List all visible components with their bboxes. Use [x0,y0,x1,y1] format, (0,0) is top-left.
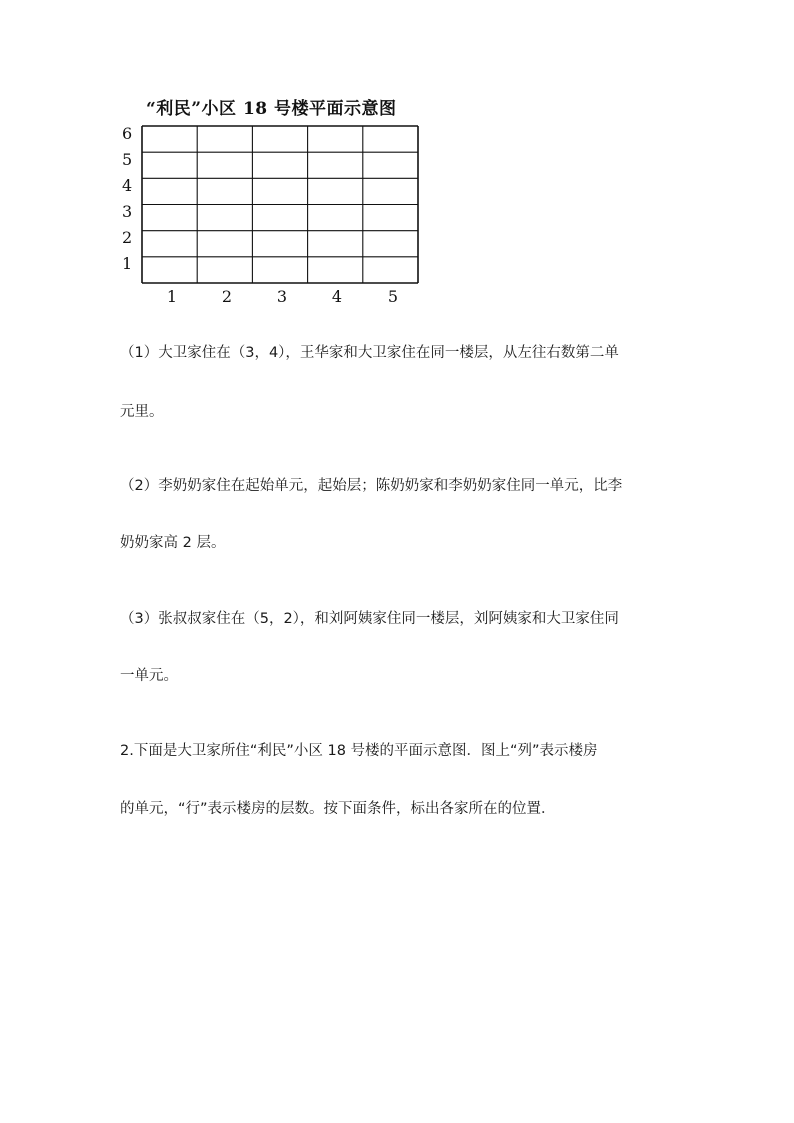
col-label-1: 1 [166,287,178,306]
row-label-2: 2 [122,228,133,247]
col-label-4: 4 [331,287,343,306]
col-label-5: 5 [387,287,399,306]
floor-plan-grid [110,88,440,318]
col-label-2: 2 [221,287,233,306]
row-label-4: 4 [122,176,133,195]
row-label-5: 5 [122,150,133,169]
problem-2-line-1: 2.下面是大卫家所住“利民”小区 18 号楼的平面示意图．图上“列”表示楼房 [120,743,598,759]
row-label-1: 1 [122,254,133,273]
row-labels [122,124,132,273]
col-label-3: 3 [276,287,288,306]
question-2-line-2: 奶奶家高 2 层。 [120,535,226,551]
diagram-title: “利民”小区 18 号楼平面示意图 [146,99,397,119]
question-3-line-1: （3）张叔叔家住在（5，2），和刘阿姨家住同一楼层，刘阿姨家和大卫家住同 [120,611,619,627]
row-label-6: 6 [122,124,133,143]
question-2-line-1: （2）李奶奶家住在起始单元，起始层；陈奶奶家和李奶奶家住同一单元，比李 [120,478,623,494]
question-1-line-2: 元里。 [120,404,164,420]
question-3-line-2: 一单元。 [120,668,178,684]
grid-lines [142,126,418,283]
row-label-3: 3 [122,202,133,221]
problem-2-line-2: 的单元，“行”表示楼房的层数。按下面条件，标出各家所在的位置． [120,801,556,817]
question-1-line-1: （1）大卫家住在（3，4），王华家和大卫家住在同一楼层，从左往右数第二单 [120,345,619,361]
column-labels [167,287,398,306]
floor-plan-diagram [110,88,440,318]
